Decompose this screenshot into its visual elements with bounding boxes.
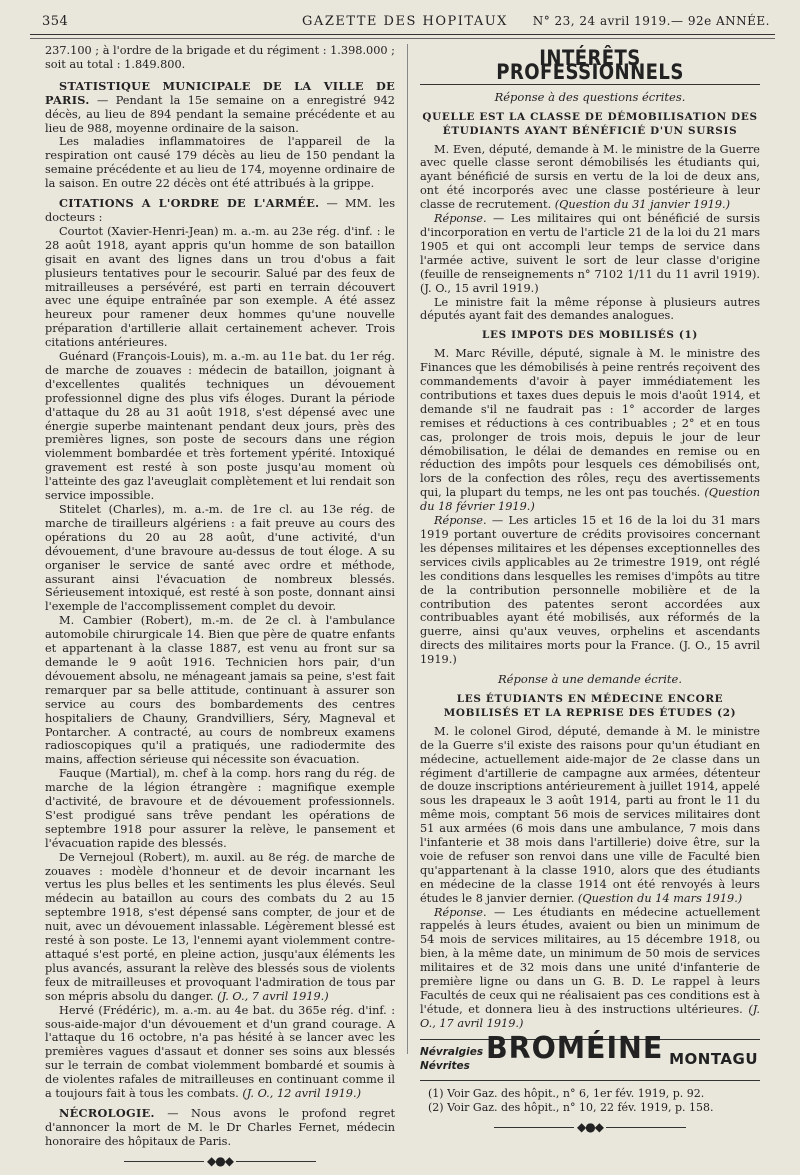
citation-vernejoul xyxy=(45,851,395,1004)
answer-even-text: — Les militaires qui ont bénéficié de sursis d'incorporation en vertu de l'article 21 de la loi du 21 mars 1905 et qui ont accompli leur temps de service dans l'armée active, suivent le sort de leur classe d'origine (feuille de renseignements n° 7102 1/11 du 11 avril 1919). (J. O., 15 avril 1919.) xyxy=(420,212,760,295)
question-girod xyxy=(420,725,760,906)
statistics-paragraph: STATISTIQUE MUNICIPALE DE LA VILLE DE PARIS. — Pendant la 15e semaine on a enregistré 942 décès, au lieu de 894 pendant la semaine précédente et au lieu de 988, moyenne ordinaire de la saison. xyxy=(45,78,395,135)
footnote-2: (2) Voir Gaz. des hôpit., n° 10, 22 fév. 1919, p. 158. xyxy=(428,1100,714,1114)
issue-date: N° 23, 24 avril 1919.— 92e ANNÉE. xyxy=(532,14,770,28)
question-reville xyxy=(420,347,760,514)
citation-guenard: Guénard (François-Louis), m. a.-m. au 11e bat. du 1er rég. de marche de zouaves : médecin de bataillon, joignant à d'excellentes qualités techniques un dévouement professionnel digne des plus vifs éloges. Durant la période d'attaque du 28 au 31 août 1918, s'est dépensé avec une énergie superbe maintenant pendant deux jours, près des premières lignes, son poste de secours dans une région violemment bombardée et très fortement ypérité. Intoxiqué gravement est resté à son poste jusqu'au moment où l'atteinte des gaz l'aveuglait complètement et lui rendait son service impossible. xyxy=(45,350,395,503)
statistics-heading: STATISTIQUE MUNICIPALE DE LA VILLE DE PARIS. xyxy=(45,78,395,107)
intro-paragraph: 237.100 ; à l'ordre de la brigade et du régiment : 1.398.000 ; soit au total : 1.849.800. xyxy=(45,44,395,71)
left-column xyxy=(45,44,395,1175)
citation-herve xyxy=(45,1004,395,1101)
running-header xyxy=(40,12,770,34)
answer-girod xyxy=(420,906,760,1031)
written-request-subheading: Réponse à une demande écrite. xyxy=(498,672,682,687)
answer-even-extra: Le ministre fait la même réponse à plusieurs autres députés ayant fait des demandes analogues. xyxy=(420,295,760,323)
written-answers-subheading: Réponse à des questions écrites. xyxy=(494,89,686,104)
footnotes xyxy=(420,1087,760,1115)
answer-even xyxy=(420,212,760,295)
citation-fauque: Fauque (Martial), m. chef à la comp. hors rang du rég. de marche de la légion étrangère : magnifique exemple d'activité, de bravoure et de dévouement professionnels. S'est prodigué sans trêve pendant les opérations de septembre 1918 pour assurer la relève, le pansement et l'évacuation rapide des blessés. xyxy=(45,767,395,850)
answer-reville xyxy=(420,514,760,667)
end-ornament: ◆●◆ xyxy=(45,1155,395,1169)
question-girod-ref: (Question du 14 mars 1919.) xyxy=(577,891,743,905)
citation-herve-text: Hervé (Frédéric), m. a.-m. au 4e bat. du 365e rég. d'inf. : sous-aide-major d'un dévouement et d'un grand courage. A l'attaque du 16 octobre, n'a pas hésité à se lancer avec les premières vagues d'assaut et donner ses soins aux blessés sur le terrain de combat violemment bombardé et soumis à de violentes rafales de mitrailleuses en continuant comme il a toujours fait à tous les combats. xyxy=(45,1003,395,1101)
citation-courtot: Courtot (Xavier-Henri-Jean) m. a.-m. au 23e rég. d'inf. : le 28 août 1918, ayant appris qu'un homme de son bataillon gisait en avant des lignes dans un trou d'obus a fait plusieurs tentatives pour le secourir. Salué par des feux de mitrailleuses a persévéré, est parti en terrain découvert avec une équipe entraînée par son exemple. A été assez heureux pour ramener deux hommes qu'une nouvelle préparation d'artillerie allait certainement achever. Trois citations antérieures. xyxy=(45,224,395,350)
page-number: 354 xyxy=(42,14,69,29)
citations-intro: — MM. les docteurs : xyxy=(45,197,395,224)
heading-demobilization-class: QUELLE EST LA CLASSE DE DÉMOBILISATION DES ÉTUDIANTS AYANT BÉNÉFICIÉ D'UN SURSIS xyxy=(422,110,758,137)
respiratory-paragraph: Les maladies inflammatoires de l'appareil de la respiration ont causé 179 décès au lieu de 150 pendant la semaine précédente et au lieu de 174, moyenne ordinaire de la saison. En outre 22 décès ont été attribués à la grippe. xyxy=(45,135,395,191)
right-column xyxy=(420,44,760,1141)
question-reville-ref: (Question du 18 février 1919.) xyxy=(420,486,760,514)
necrology-text: — Nous avons le profond regret d'annoncer la mort de M. le Dr Charles Fernet, médecin honoraire des hôpitaux de Paris. xyxy=(45,1106,395,1148)
ad-brand: BROMÉINE xyxy=(486,1030,664,1066)
citations-paragraph xyxy=(45,197,395,225)
citation-vernejoul-text: De Vernejoul (Robert), m. auxil. au 8e rég. de marche de zouaves : modèle d'honneur et de devoir incarnant les vertus les plus belles et les sentiments les plus élevés. Seul médecin au bataillon au cours des combats du 2 au 15 septembre 1918, s'est dépensé sans compter, de jour et de nuit, avec un dévouement inlassable. Légèrement blessé est resté à son poste. Le 13, l'ennemi ayant violemment contre-attaqué s'est porté, en pleine action, jusqu'aux éléments les plus avancés, assurant la relève des blessés sous de violents feux de mitrailleuses et provoquant l'admiration de tous par son mépris absolu du danger. xyxy=(45,850,395,1003)
section-title: INTÉRÊTS PROFESSIONNELS xyxy=(496,46,684,84)
answer-label: Réponse. xyxy=(434,212,487,226)
question-reville-text: M. Marc Réville, député, signale à M. le ministre des Finances que les démobilisés à peine rentrés reçoivent des commandements d'avoir à payer immédiatement les contributions et taxes dues depuis le mois d'août 1914, et demande s'il ne faudrait pas : 1° accorder de larges remises et réductions à ces contribuables ; 2° et en tous cas, prolonger de trois mois, depuis le jour de leur démobilisation, le délai de demandes en remise ou en réduction des impôts pour lesquels ces démobilisés ont, lors de la confection des rôles, reçu des avertissements qui, la plupart du temps, ne les ont pas touchés. xyxy=(420,347,760,500)
heading-taxes: LES IMPOTS DES MOBILISÉS (1) xyxy=(481,329,699,342)
citation-vernejoul-ref: (J. O., 7 avril 1919.) xyxy=(217,989,329,1003)
answer-label: Réponse. xyxy=(434,514,487,528)
answer-girod-ref: (J. O., 17 avril 1919.) xyxy=(420,1002,761,1030)
question-even-ref: (Question du 31 janvier 1919.) xyxy=(554,198,731,212)
necrology-paragraph xyxy=(45,1107,395,1149)
answer-label: Réponse. xyxy=(434,905,487,919)
header-rule-thin xyxy=(30,38,775,39)
question-girod-text: M. le colonel Girod, député, demande à M. le ministre de la Guerre s'il existe des raisons pour qu'un étudiant en médecine, actuellement aide-major de 2e classe dans un régiment d'artillerie de campagne aux armées, détenteur de douze inscriptions antérieurement à juillet 1914, appelé sous les drapeaux le 3 août 1914, parti au front le 11 du même mois, comptant 56 mois de services militaires dont 51 aux armées (6 mois dans une ambulance, 7 mois dans l'infanterie et 38 mois dans l'artillerie) doive être, sur la voie de refuser son renvoi dans une ville de Faculté bien qu'appartenant à la classe 1910, alors que des étudiants en médecine de la classe 1914 ont été renvoyés à leurs études le 8 janvier dernier. xyxy=(420,724,760,905)
statistics-text: Pendant la 15e semaine on a enregistré 942 décès, au lieu de 894 pendant la semaine précédente et au lieu de 988, moyenne ordinaire de la saison. xyxy=(45,93,395,135)
section-title-rule xyxy=(420,84,760,85)
citations-heading: CITATIONS A L'ORDRE DE L'ARMÉE. xyxy=(59,196,320,211)
ad-neuralgia: Névralgies xyxy=(420,1045,484,1058)
answer-girod-text: — Les étudiants en médecine actuellement rappelés à leurs études, avaient ou bien un minimum de 54 mois de services militaires, au 15 décembre 1918, ou bien, à la même date, un minimum de 50 mois de services militaires et de 32 mois dans une unité d'infanterie de première ligne ou dans un G. B. D. Le rappel à leurs Facultés de ceux qui ne réalisaient pas ces conditions est à l'étude, et donnera lieu à des instructions ultérieures. xyxy=(420,905,761,1016)
right-end-ornament: ◆●◆ xyxy=(420,1121,760,1135)
answer-reville-text: — Les articles 15 et 16 de la loi du 31 mars 1919 portant ouverture de crédits provisoires concernant les dépenses militaires et les dépenses exceptionnelles des services civils applicables au 2e trimestre 1919, ont réglé les conditions dans lesquelles les remises d'impôts au titre de la contribution personnelle mobilière et de la contribution des patentes seront accordées aux contribuables ayant été mobilisés, aux réformés de la guerre, ainsi qu'aux veuves, orphelins et ascendants directs des militaires morts pour la France. (J. O., 15 avril 1919.) xyxy=(420,514,760,667)
question-even xyxy=(420,143,760,213)
citation-stitelet: Stitelet (Charles), m. a.-m. de 1re cl. au 13e rég. de marche de tirailleurs algériens : a fait preuve au cours des opérations du 20 au 28 août, d'une activité, d'un dévouement, d'une bravoure au-dessus de tout éloge. A su organiser le service de santé avec ordre et méthode, assurant ainsi l'évacuation de nombreux blessés. Sérieusement intoxiqué, est resté à son poste, donnant ainsi l'exemple de l'accomplissement complet du devoir. xyxy=(45,503,395,614)
heading-medical-students: LES ÉTUDIANTS EN MÉDECINE ENCORE MOBILISÉS ET LA REPRISE DES ÉTUDES (2) xyxy=(443,692,737,719)
header-rule xyxy=(30,34,775,35)
ad-maker: MONTAGU xyxy=(669,1049,758,1068)
footnote-1: (1) Voir Gaz. des hôpit., n° 6, 1er fév. 1919, p. 92. xyxy=(428,1086,705,1100)
ad-neuritis: Névrites xyxy=(420,1059,470,1072)
citation-cambier: M. Cambier (Robert), m.-m. de 2e cl. à l'ambulance automobile chirurgicale 14. Bien que père de quatre enfants et appartenant à la classe 1887, est venu au front sur sa demande le 9 août 1916. Technicien hors pair, d'un dévouement absolu, ne ménageant jamais sa peine, s'est fait remarquer par sa belle attitude, continuant à assurer son service au cours des bombardements des centres hospitaliers de Chauny, Grandvilliers, Séry, Magneval et Pontarcher. A contracté, au cours de nombreux examens radioscopiques qu'il a pratiqués, une radiodermite des mains, affection sérieuse qui nécessite son évacuation. xyxy=(45,614,395,767)
citation-herve-ref: (J. O., 12 avril 1919.) xyxy=(242,1087,361,1101)
necrology-heading: NÉCROLOGIE. xyxy=(59,1105,155,1120)
advertisement xyxy=(420,1030,760,1081)
question-even-text: M. Even, député, demande à M. le ministre de la Guerre avec quelle classe seront démobilisés les étudiants qui, ayant bénéficié de sursis en vertu de la loi de deux ans, ont été incorporés avec une classe postérieure à leur classe de recrutement. xyxy=(420,142,760,212)
column-divider xyxy=(407,44,408,1054)
journal-title: GAZETTE DES HOPITAUX xyxy=(302,14,508,29)
